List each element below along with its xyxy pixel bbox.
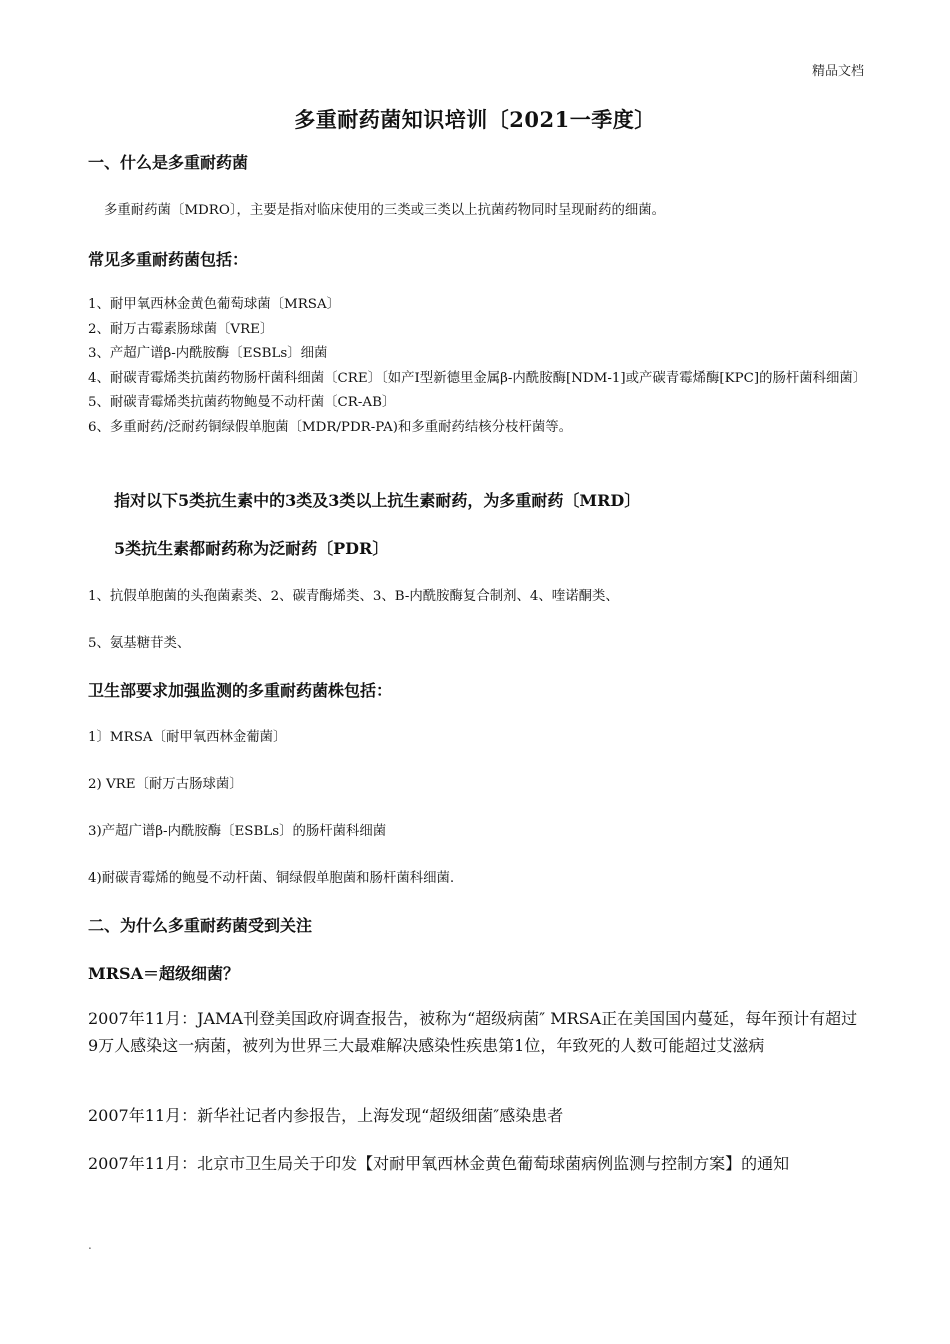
- page-title: 多重耐药菌知识培训〔2021一季度〕: [294, 107, 656, 132]
- common-heading: 常见多重耐药菌包括：: [88, 250, 249, 269]
- section-heading-why: 二、为什么多重耐药菌受到关注: [88, 916, 313, 935]
- pdr-definition: 5类抗生素都耐药称为泛耐药〔PDR〕: [114, 539, 389, 558]
- mrd-definition: 指对以下5类抗生素中的3类及3类以上抗生素耐药，为多重耐药〔MRD〕: [114, 491, 641, 510]
- antibiotic-line-1: 1、抗假单胞菌的头孢菌素类、2、碳青酶烯类、3、B-内酰胺酶复合制剂、4、喹诺酮类、: [88, 589, 619, 604]
- section-heading-what-is: 一、什么是多重耐药菌: [88, 153, 249, 172]
- intro-paragraph: 多重耐药菌〔MDRO〕，主要是指对临床使用的三类或三类以上抗菌药物同时呈现耐药的细菌。: [104, 203, 666, 218]
- list-item: 1、耐甲氧西林金黄色葡萄球菌〔MRSA〕: [88, 297, 341, 312]
- header-tag: 精品文档: [811, 64, 864, 79]
- monitor-item: 4)耐碳青霉烯的鲍曼不动杆菌、铜绿假单胞菌和肠杆菌科细菌.: [88, 871, 455, 886]
- news-paragraph: 2007年11月：新华社记者内参报告，上海发现“超级细菌″感染患者: [88, 1106, 564, 1125]
- list-item: 4、耐碳青霉烯类抗菌药物肠杆菌科细菌〔CRE〕〔如产Ⅰ型新德里金属β-内酰胺酶[NDM-1]或产碳青霉烯酶[KPC]的肠杆菌科细菌〕: [88, 370, 867, 386]
- news-paragraph: 2007年11月：北京市卫生局关于印发【对耐甲氧西林金黄色葡萄球菌病例监测与控制方案】的通知: [88, 1154, 790, 1173]
- list-item: 3、产超广谱β-内酰胺酶〔ESBLs〕细菌: [88, 346, 328, 361]
- list-item: 6、多重耐药/泛耐药铜绿假单胞菌〔MDR/PDR-PA)和多重耐药结核分枝杆菌等。: [88, 419, 573, 435]
- monitor-heading: 卫生部要求加强监测的多重耐药菌株包括：: [88, 681, 393, 700]
- list-item: 5、耐碳青霉烯类抗菌药物鲍曼不动杆菌〔CR-AB〕: [88, 395, 396, 410]
- monitor-item: 1〕MRSA〔耐甲氧西林金葡菌〕: [88, 730, 287, 745]
- list-item: 2、耐万古霉素肠球菌〔VRE〕: [88, 321, 274, 337]
- footer-mark: .: [88, 1238, 92, 1252]
- common-list: [88, 293, 867, 440]
- monitor-item: 2) VRE〔耐万古肠球菌〕: [88, 777, 243, 792]
- news-paragraph: 2007年11月：JAMA刊登美国政府调查报告，被称为“超级病菌″ MRSA正在美国国内蔓延，每年预计有超过9万人感染这一病菌，被列为世界三大最难解决感染性疾患第1位，年致死的人数可能超过艾滋病: [88, 1009, 858, 1055]
- antibiotic-line-2: 5、氨基糖苷类、: [88, 636, 191, 651]
- mrsa-heading: MRSA＝超级细菌？: [88, 964, 239, 983]
- monitor-item: 3)产超广谱β-内酰胺酶〔ESBLs〕的肠杆菌科细菌: [88, 824, 387, 839]
